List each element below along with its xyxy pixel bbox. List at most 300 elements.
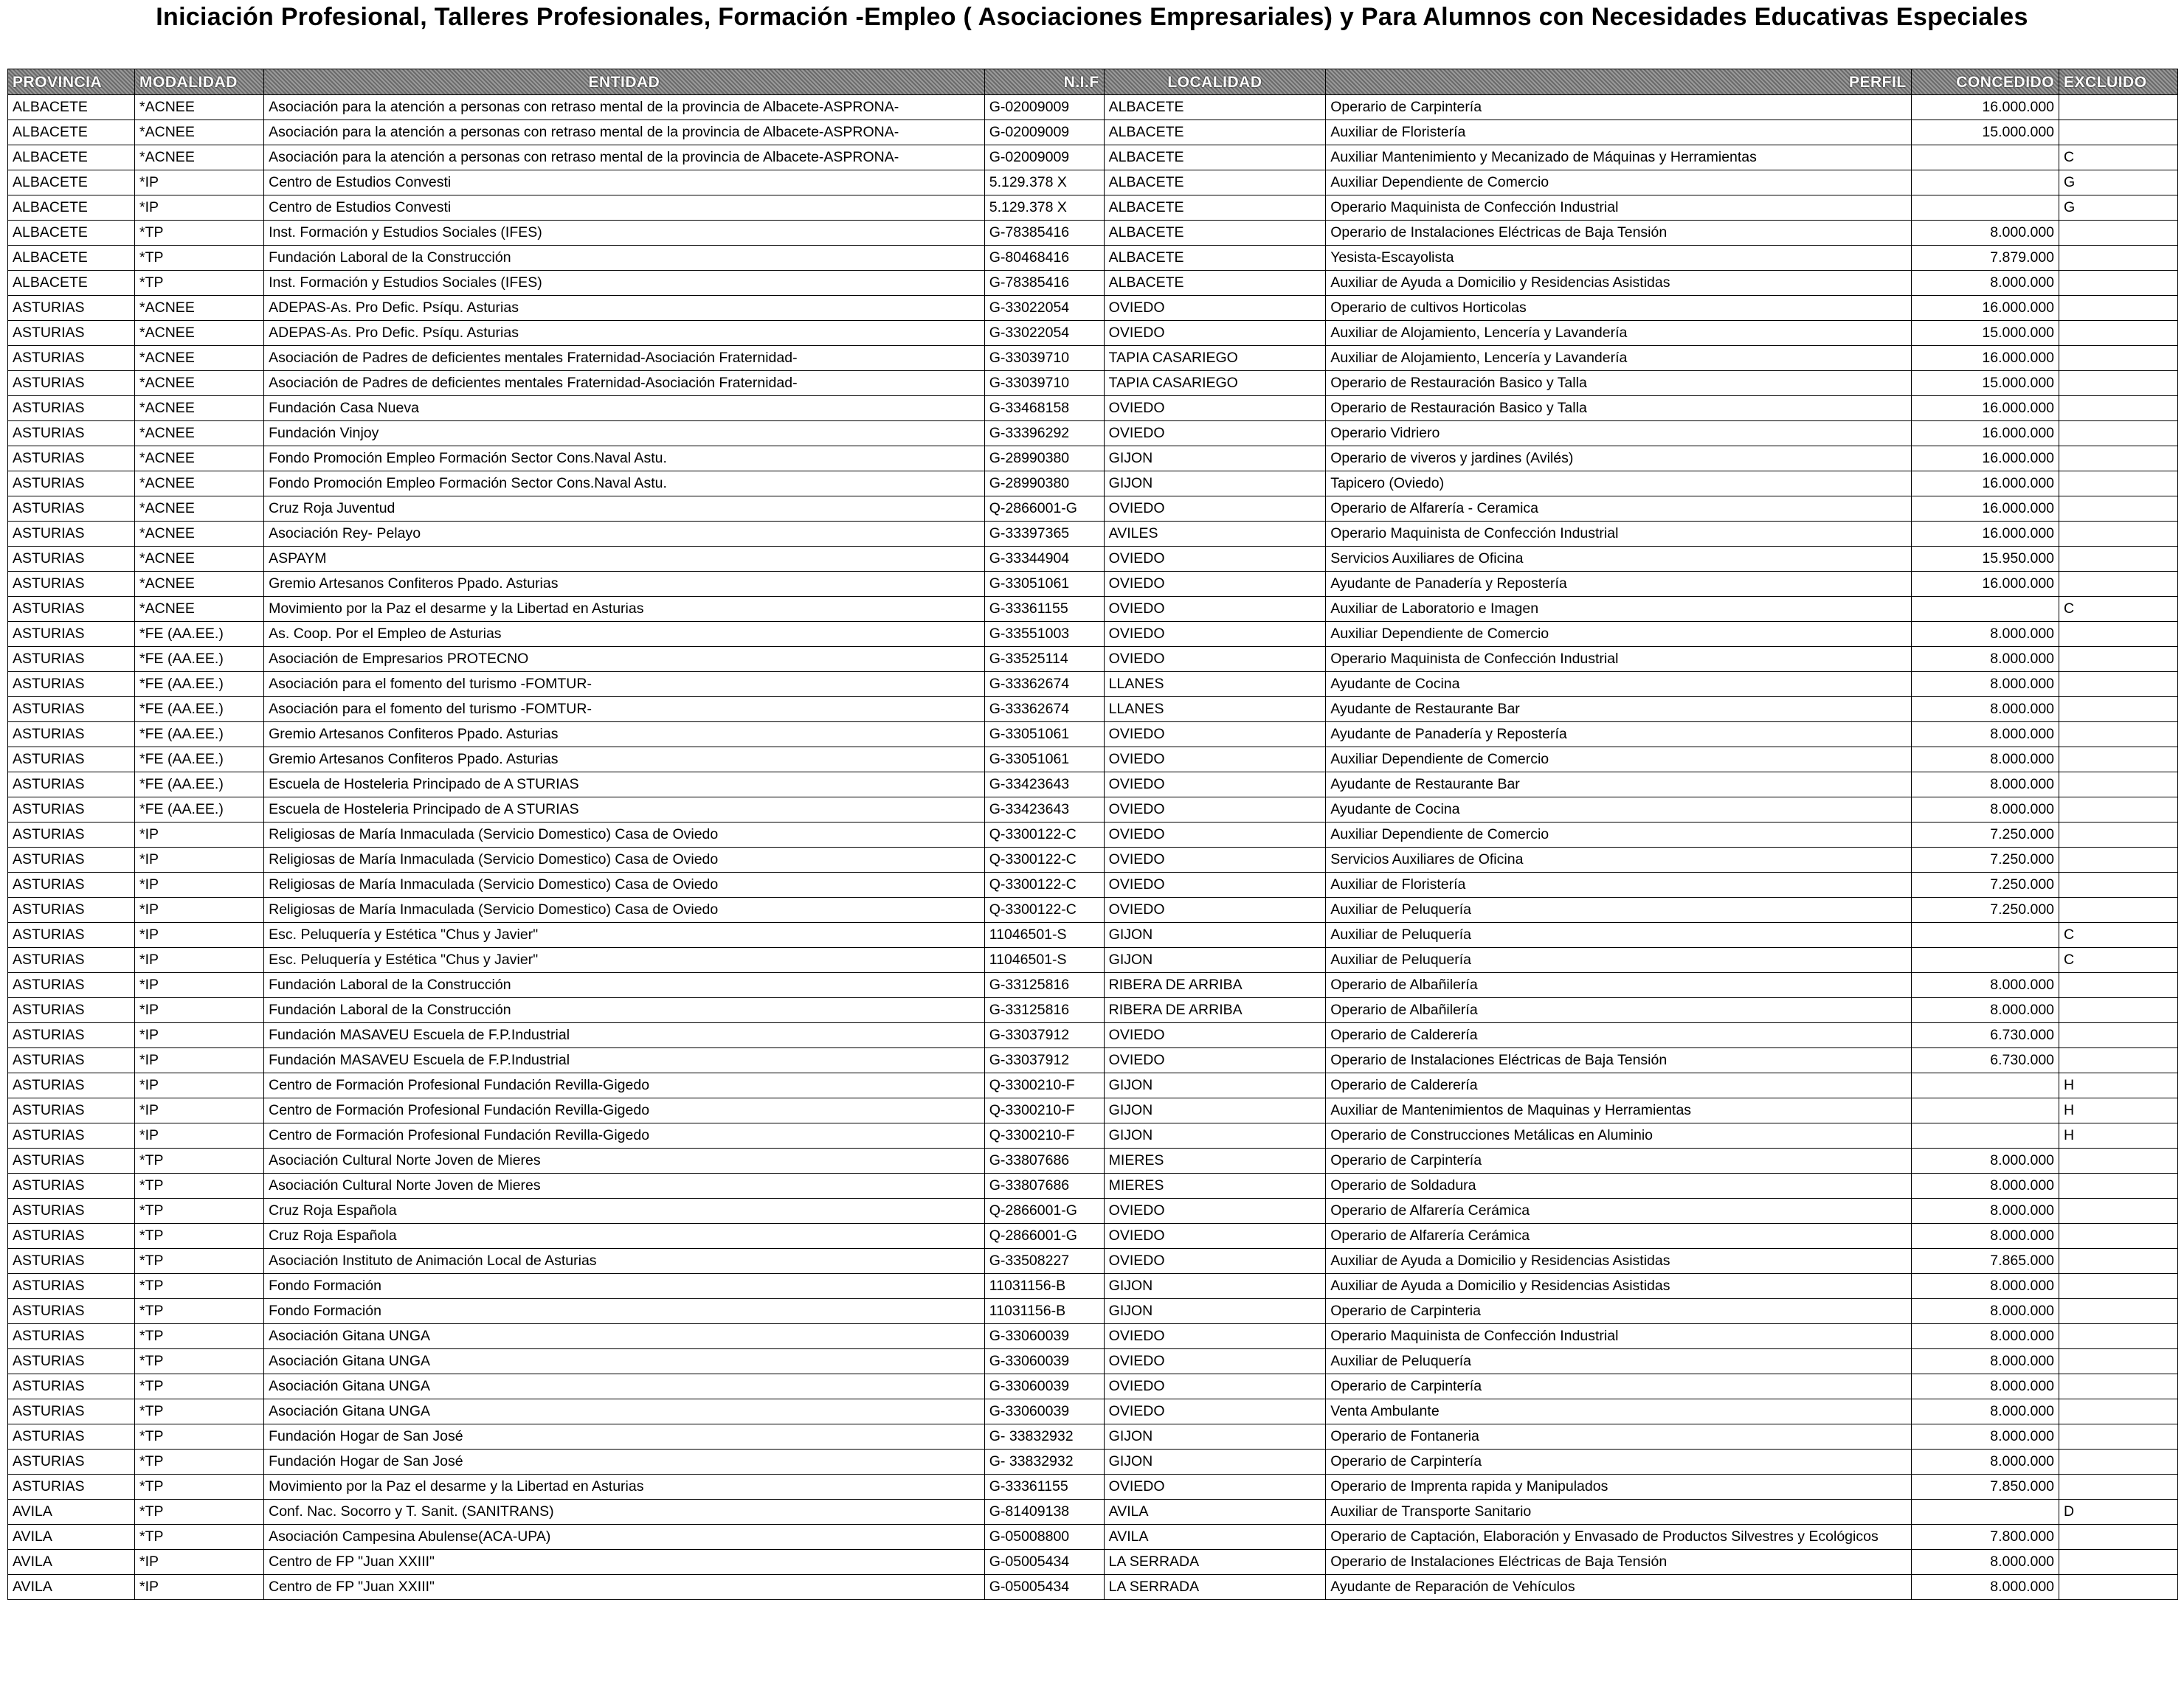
- cell-concedido: 8.000.000: [1911, 1274, 2059, 1299]
- cell-excluido: [2059, 1450, 2178, 1475]
- header-row: [8, 69, 2178, 95]
- cell-concedido: 7.879.000: [1911, 246, 2059, 271]
- header-concedido: CONCEDIDO: [1911, 69, 2059, 95]
- cell-modalidad: *ACNEE: [135, 421, 264, 446]
- cell-modalidad: *FE (AA.EE.): [135, 722, 264, 747]
- cell-provincia: ASTURIAS: [8, 1023, 135, 1048]
- cell-entidad: Fundación Laboral de la Construcción: [264, 246, 985, 271]
- cell-perfil: Auxiliar de Alojamiento, Lencería y Lavandería: [1326, 346, 1911, 371]
- header-modalidad: MODALIDAD: [135, 69, 264, 95]
- cell-perfil: Auxiliar Dependiente de Comercio: [1326, 823, 1911, 848]
- cell-excluido: [2059, 1399, 2178, 1424]
- cell-concedido: 8.000.000: [1911, 1324, 2059, 1349]
- cell-entidad: Centro de Estudios Convesti: [264, 170, 985, 195]
- cell-excluido: [2059, 271, 2178, 296]
- cell-nif: G-33060039: [984, 1349, 1104, 1374]
- cell-excluido: [2059, 396, 2178, 421]
- cell-localidad: ALBACETE: [1104, 195, 1326, 221]
- cell-nif: G-33508227: [984, 1249, 1104, 1274]
- cell-entidad: Asociación de Empresarios PROTECNO: [264, 647, 985, 672]
- cell-concedido: 8.000.000: [1911, 1374, 2059, 1399]
- cell-excluido: [2059, 321, 2178, 346]
- cell-concedido: 7.865.000: [1911, 1249, 2059, 1274]
- cell-nif: G-05005434: [984, 1575, 1104, 1600]
- cell-nif: G-33039710: [984, 371, 1104, 396]
- cell-perfil: Operario de Albañilería: [1326, 973, 1911, 998]
- cell-perfil: Operario de Carpintería: [1326, 1374, 1911, 1399]
- cell-nif: G-33022054: [984, 296, 1104, 321]
- cell-entidad: Cruz Roja Española: [264, 1199, 985, 1224]
- cell-modalidad: *TP: [135, 1299, 264, 1324]
- cell-concedido: 16.000.000: [1911, 296, 2059, 321]
- cell-perfil: Operario de Alfarería - Ceramica: [1326, 496, 1911, 522]
- cell-modalidad: *TP: [135, 1174, 264, 1199]
- cell-perfil: Auxiliar de Floristería: [1326, 120, 1911, 145]
- cell-modalidad: *TP: [135, 1149, 264, 1174]
- cell-modalidad: *TP: [135, 1374, 264, 1399]
- cell-modalidad: *TP: [135, 1324, 264, 1349]
- cell-localidad: OVIEDO: [1104, 396, 1326, 421]
- cell-provincia: AVILA: [8, 1525, 135, 1550]
- cell-perfil: Auxiliar de Peluquería: [1326, 1349, 1911, 1374]
- cell-concedido: 8.000.000: [1911, 1575, 2059, 1600]
- cell-localidad: OVIEDO: [1104, 1023, 1326, 1048]
- cell-concedido: 16.000.000: [1911, 446, 2059, 471]
- table-row: [8, 321, 2178, 346]
- cell-provincia: ASTURIAS: [8, 471, 135, 496]
- table-row: [8, 647, 2178, 672]
- cell-nif: G-02009009: [984, 120, 1104, 145]
- cell-entidad: Fundación Laboral de la Construcción: [264, 973, 985, 998]
- cell-perfil: Auxiliar de Peluquería: [1326, 948, 1911, 973]
- cell-excluido: [2059, 1324, 2178, 1349]
- cell-localidad: ALBACETE: [1104, 221, 1326, 246]
- cell-perfil: Operario de Alfarería Cerámica: [1326, 1224, 1911, 1249]
- cell-nif: G-33344904: [984, 547, 1104, 572]
- cell-concedido: [1911, 1123, 2059, 1149]
- cell-concedido: 7.850.000: [1911, 1475, 2059, 1500]
- cell-perfil: Auxiliar de Peluquería: [1326, 923, 1911, 948]
- table-row: [8, 923, 2178, 948]
- cell-excluido: [2059, 697, 2178, 722]
- cell-concedido: 8.000.000: [1911, 1224, 2059, 1249]
- header-excluido: EXCLUIDO: [2059, 69, 2178, 95]
- cell-concedido: 8.000.000: [1911, 797, 2059, 823]
- cell-perfil: Auxiliar de Peluquería: [1326, 898, 1911, 923]
- cell-provincia: ASTURIAS: [8, 321, 135, 346]
- table-row: [8, 1374, 2178, 1399]
- cell-entidad: ADEPAS-As. Pro Defic. Psíqu. Asturias: [264, 296, 985, 321]
- cell-concedido: 6.730.000: [1911, 1023, 2059, 1048]
- cell-nif: G-33037912: [984, 1048, 1104, 1073]
- table-row: [8, 1123, 2178, 1149]
- cell-perfil: Auxiliar de Alojamiento, Lencería y Lavandería: [1326, 321, 1911, 346]
- cell-provincia: ASTURIAS: [8, 1450, 135, 1475]
- cell-modalidad: *ACNEE: [135, 396, 264, 421]
- cell-excluido: [2059, 1424, 2178, 1450]
- table-row: [8, 271, 2178, 296]
- cell-nif: G-33060039: [984, 1324, 1104, 1349]
- cell-concedido: 7.250.000: [1911, 873, 2059, 898]
- cell-provincia: ASTURIAS: [8, 772, 135, 797]
- cell-provincia: ASTURIAS: [8, 496, 135, 522]
- table-row: [8, 597, 2178, 622]
- cell-concedido: 8.000.000: [1911, 747, 2059, 772]
- cell-modalidad: *IP: [135, 195, 264, 221]
- cell-localidad: OVIEDO: [1104, 1324, 1326, 1349]
- table-row: [8, 471, 2178, 496]
- cell-nif: G-33468158: [984, 396, 1104, 421]
- cell-entidad: Asociación para el fomento del turismo -FOMTUR-: [264, 697, 985, 722]
- table-row: [8, 195, 2178, 221]
- cell-modalidad: *ACNEE: [135, 120, 264, 145]
- cell-excluido: [2059, 622, 2178, 647]
- cell-provincia: ASTURIAS: [8, 421, 135, 446]
- cell-modalidad: *IP: [135, 973, 264, 998]
- header-localidad: LOCALIDAD: [1104, 69, 1326, 95]
- cell-concedido: 8.000.000: [1911, 1199, 2059, 1224]
- cell-entidad: Esc. Peluquería y Estética "Chus y Javier": [264, 923, 985, 948]
- cell-concedido: 16.000.000: [1911, 421, 2059, 446]
- cell-provincia: ASTURIAS: [8, 1098, 135, 1123]
- cell-nif: Q-2866001-G: [984, 496, 1104, 522]
- cell-nif: G-33051061: [984, 722, 1104, 747]
- cell-provincia: ASTURIAS: [8, 797, 135, 823]
- table-row: [8, 170, 2178, 195]
- cell-modalidad: *IP: [135, 848, 264, 873]
- table-row: [8, 95, 2178, 120]
- cell-localidad: OVIEDO: [1104, 873, 1326, 898]
- cell-nif: Q-3300210-F: [984, 1073, 1104, 1098]
- cell-excluido: [2059, 672, 2178, 697]
- table-row: [8, 1399, 2178, 1424]
- cell-concedido: 8.000.000: [1911, 973, 2059, 998]
- cell-modalidad: *TP: [135, 1199, 264, 1224]
- cell-provincia: ASTURIAS: [8, 923, 135, 948]
- cell-provincia: ASTURIAS: [8, 446, 135, 471]
- cell-excluido: H: [2059, 1098, 2178, 1123]
- cell-entidad: Asociación para la atención a personas con retraso mental de la provincia de Albacete-ASPRONA-: [264, 95, 985, 120]
- cell-entidad: Gremio Artesanos Confiteros Ppado. Asturias: [264, 747, 985, 772]
- cell-concedido: 16.000.000: [1911, 95, 2059, 120]
- cell-modalidad: *ACNEE: [135, 446, 264, 471]
- cell-nif: G-33022054: [984, 321, 1104, 346]
- cell-perfil: Servicios Auxiliares de Oficina: [1326, 547, 1911, 572]
- cell-localidad: LLANES: [1104, 672, 1326, 697]
- cell-concedido: [1911, 923, 2059, 948]
- cell-provincia: ASTURIAS: [8, 1274, 135, 1299]
- cell-provincia: ASTURIAS: [8, 647, 135, 672]
- cell-modalidad: *TP: [135, 1349, 264, 1374]
- cell-provincia: ASTURIAS: [8, 597, 135, 622]
- cell-entidad: Fundación MASAVEU Escuela de F.P.Industrial: [264, 1048, 985, 1073]
- cell-provincia: ASTURIAS: [8, 1424, 135, 1450]
- cell-nif: G-02009009: [984, 95, 1104, 120]
- cell-nif: Q-3300210-F: [984, 1098, 1104, 1123]
- table-row: [8, 1224, 2178, 1249]
- cell-perfil: Operario de Calderería: [1326, 1073, 1911, 1098]
- cell-modalidad: *ACNEE: [135, 597, 264, 622]
- cell-provincia: ASTURIAS: [8, 747, 135, 772]
- cell-localidad: LA SERRADA: [1104, 1575, 1326, 1600]
- cell-localidad: OVIEDO: [1104, 1199, 1326, 1224]
- cell-modalidad: *ACNEE: [135, 471, 264, 496]
- cell-perfil: Auxiliar Dependiente de Comercio: [1326, 622, 1911, 647]
- cell-modalidad: *IP: [135, 998, 264, 1023]
- table-row: [8, 873, 2178, 898]
- page-title: Iniciación Profesional, Talleres Profesionales, Formación -Empleo ( Asociaciones Empresariales) y Para Alumnos con Necesidades Educativas Especiales: [156, 3, 2028, 31]
- cell-nif: G-33423643: [984, 797, 1104, 823]
- cell-entidad: Religiosas de María Inmaculada (Servicio Domestico) Casa de Oviedo: [264, 848, 985, 873]
- cell-concedido: [1911, 1500, 2059, 1525]
- cell-perfil: Operario de Soldadura: [1326, 1174, 1911, 1199]
- table-row: [8, 296, 2178, 321]
- header-provincia: PROVINCIA: [8, 69, 135, 95]
- cell-modalidad: *ACNEE: [135, 522, 264, 547]
- cell-modalidad: *FE (AA.EE.): [135, 622, 264, 647]
- cell-localidad: GIJON: [1104, 1450, 1326, 1475]
- cell-modalidad: *ACNEE: [135, 296, 264, 321]
- cell-provincia: ALBACETE: [8, 120, 135, 145]
- cell-entidad: Fundación Hogar de San José: [264, 1450, 985, 1475]
- cell-localidad: AVILES: [1104, 522, 1326, 547]
- cell-perfil: Auxiliar de Ayuda a Domicilio y Residencias Asistidas: [1326, 1249, 1911, 1274]
- cell-localidad: GIJON: [1104, 1299, 1326, 1324]
- cell-excluido: [2059, 572, 2178, 597]
- cell-nif: 11046501-S: [984, 948, 1104, 973]
- table-row: [8, 772, 2178, 797]
- cell-localidad: OVIEDO: [1104, 1249, 1326, 1274]
- cell-excluido: [2059, 797, 2178, 823]
- cell-entidad: Fundación Vinjoy: [264, 421, 985, 446]
- cell-excluido: [2059, 1048, 2178, 1073]
- cell-modalidad: *IP: [135, 170, 264, 195]
- cell-perfil: Auxiliar Dependiente de Comercio: [1326, 170, 1911, 195]
- cell-perfil: Operario de Restauración Basico y Talla: [1326, 396, 1911, 421]
- cell-nif: 11031156-B: [984, 1274, 1104, 1299]
- cell-localidad: OVIEDO: [1104, 321, 1326, 346]
- table-row: [8, 1299, 2178, 1324]
- cell-localidad: OVIEDO: [1104, 1224, 1326, 1249]
- cell-entidad: Inst. Formación y Estudios Sociales (IFES): [264, 271, 985, 296]
- cell-provincia: ASTURIAS: [8, 1149, 135, 1174]
- cell-concedido: 15.000.000: [1911, 371, 2059, 396]
- cell-entidad: Fondo Promoción Empleo Formación Sector Cons.Naval Astu.: [264, 471, 985, 496]
- table-row: [8, 722, 2178, 747]
- cell-perfil: Operario de Instalaciones Eléctricas de Baja Tensión: [1326, 1550, 1911, 1575]
- cell-provincia: ASTURIAS: [8, 1299, 135, 1324]
- table-row: [8, 446, 2178, 471]
- cell-nif: Q-3300210-F: [984, 1123, 1104, 1149]
- cell-concedido: 8.000.000: [1911, 1399, 2059, 1424]
- table-row: [8, 1023, 2178, 1048]
- table-row: [8, 120, 2178, 145]
- cell-perfil: Auxiliar Mantenimiento y Mecanizado de Máquinas y Herramientas: [1326, 145, 1911, 170]
- cell-perfil: Auxiliar Dependiente de Comercio: [1326, 747, 1911, 772]
- cell-excluido: [2059, 1349, 2178, 1374]
- cell-nif: G-33125816: [984, 973, 1104, 998]
- cell-provincia: ALBACETE: [8, 145, 135, 170]
- cell-concedido: 15.000.000: [1911, 120, 2059, 145]
- cell-localidad: MIERES: [1104, 1174, 1326, 1199]
- table-row: [8, 848, 2178, 873]
- cell-modalidad: *TP: [135, 1399, 264, 1424]
- cell-entidad: Fundación Laboral de la Construcción: [264, 998, 985, 1023]
- cell-provincia: ASTURIAS: [8, 1048, 135, 1073]
- cell-concedido: 15.950.000: [1911, 547, 2059, 572]
- cell-excluido: [2059, 1224, 2178, 1249]
- header-perfil: PERFIL: [1326, 69, 1911, 95]
- cell-modalidad: *FE (AA.EE.): [135, 797, 264, 823]
- cell-concedido: 8.000.000: [1911, 221, 2059, 246]
- cell-concedido: 8.000.000: [1911, 722, 2059, 747]
- cell-provincia: ASTURIAS: [8, 1399, 135, 1424]
- table-body: [8, 95, 2178, 1600]
- table-row: [8, 1424, 2178, 1450]
- cell-provincia: ASTURIAS: [8, 1249, 135, 1274]
- cell-excluido: C: [2059, 923, 2178, 948]
- cell-nif: G-05008800: [984, 1525, 1104, 1550]
- cell-entidad: Asociación Rey- Pelayo: [264, 522, 985, 547]
- cell-modalidad: *ACNEE: [135, 145, 264, 170]
- cell-modalidad: *ACNEE: [135, 496, 264, 522]
- cell-excluido: [2059, 1475, 2178, 1500]
- cell-nif: G-33125816: [984, 998, 1104, 1023]
- cell-localidad: GIJON: [1104, 923, 1326, 948]
- cell-provincia: ASTURIAS: [8, 1123, 135, 1149]
- table-row: [8, 823, 2178, 848]
- cell-excluido: [2059, 1374, 2178, 1399]
- cell-localidad: OVIEDO: [1104, 1349, 1326, 1374]
- cell-provincia: ALBACETE: [8, 95, 135, 120]
- cell-perfil: Operario de Imprenta rapida y Manipulados: [1326, 1475, 1911, 1500]
- cell-excluido: [2059, 973, 2178, 998]
- cell-nif: G-33060039: [984, 1374, 1104, 1399]
- cell-entidad: Asociación para el fomento del turismo -FOMTUR-: [264, 672, 985, 697]
- cell-perfil: Venta Ambulante: [1326, 1399, 1911, 1424]
- cell-perfil: Operario de Carpinteria: [1326, 1299, 1911, 1324]
- cell-perfil: Tapicero (Oviedo): [1326, 471, 1911, 496]
- cell-entidad: Fundación Hogar de San José: [264, 1424, 985, 1450]
- table-row: [8, 421, 2178, 446]
- cell-entidad: Fondo Formación: [264, 1299, 985, 1324]
- cell-entidad: Centro de FP "Juan XXIII": [264, 1550, 985, 1575]
- cell-nif: G-28990380: [984, 471, 1104, 496]
- cell-modalidad: *ACNEE: [135, 572, 264, 597]
- cell-modalidad: *IP: [135, 873, 264, 898]
- cell-modalidad: *ACNEE: [135, 95, 264, 120]
- cell-provincia: AVILA: [8, 1575, 135, 1600]
- cell-entidad: Esc. Peluquería y Estética "Chus y Javier": [264, 948, 985, 973]
- cell-excluido: [2059, 1274, 2178, 1299]
- cell-concedido: 8.000.000: [1911, 647, 2059, 672]
- cell-provincia: ALBACETE: [8, 195, 135, 221]
- cell-localidad: RIBERA DE ARRIBA: [1104, 998, 1326, 1023]
- cell-localidad: OVIEDO: [1104, 547, 1326, 572]
- cell-entidad: Escuela de Hosteleria Principado de A STURIAS: [264, 797, 985, 823]
- table-row: [8, 1249, 2178, 1274]
- cell-excluido: [2059, 998, 2178, 1023]
- cell-perfil: Operario de Alfarería Cerámica: [1326, 1199, 1911, 1224]
- cell-concedido: 8.000.000: [1911, 672, 2059, 697]
- cell-entidad: Religiosas de María Inmaculada (Servicio Domestico) Casa de Oviedo: [264, 873, 985, 898]
- cell-perfil: Ayudante de Panadería y Repostería: [1326, 572, 1911, 597]
- cell-provincia: ASTURIAS: [8, 522, 135, 547]
- cell-perfil: Ayudante de Cocina: [1326, 672, 1911, 697]
- cell-perfil: Ayudante de Restaurante Bar: [1326, 697, 1911, 722]
- cell-modalidad: *TP: [135, 1224, 264, 1249]
- cell-nif: G- 33832932: [984, 1424, 1104, 1450]
- cell-concedido: 8.000.000: [1911, 622, 2059, 647]
- cell-localidad: LA SERRADA: [1104, 1550, 1326, 1575]
- cell-concedido: [1911, 145, 2059, 170]
- cell-localidad: GIJON: [1104, 446, 1326, 471]
- cell-provincia: ALBACETE: [8, 170, 135, 195]
- cell-perfil: Auxiliar de Mantenimientos de Maquinas y Herramientas: [1326, 1098, 1911, 1123]
- cell-modalidad: *ACNEE: [135, 321, 264, 346]
- cell-nif: G-28990380: [984, 446, 1104, 471]
- cell-provincia: ASTURIAS: [8, 973, 135, 998]
- cell-nif: G-33807686: [984, 1174, 1104, 1199]
- cell-concedido: 16.000.000: [1911, 396, 2059, 421]
- cell-concedido: [1911, 948, 2059, 973]
- cell-excluido: [2059, 772, 2178, 797]
- cell-excluido: H: [2059, 1073, 2178, 1098]
- cell-excluido: [2059, 496, 2178, 522]
- cell-modalidad: *IP: [135, 898, 264, 923]
- cell-perfil: Operario Maquinista de Confección Industrial: [1326, 195, 1911, 221]
- table-row: [8, 371, 2178, 396]
- cell-modalidad: *IP: [135, 1123, 264, 1149]
- header-entidad: ENTIDAD: [264, 69, 985, 95]
- cell-provincia: ASTURIAS: [8, 1349, 135, 1374]
- table-row: [8, 1550, 2178, 1575]
- cell-entidad: Asociación de Padres de deficientes mentales Fraternidad-Asociación Fraternidad-: [264, 346, 985, 371]
- cell-entidad: Centro de Formación Profesional Fundación Revilla-Gigedo: [264, 1098, 985, 1123]
- cell-localidad: OVIEDO: [1104, 496, 1326, 522]
- cell-localidad: ALBACETE: [1104, 246, 1326, 271]
- cell-entidad: Asociación Instituto de Animación Local de Asturias: [264, 1249, 985, 1274]
- table-row: [8, 496, 2178, 522]
- cell-excluido: [2059, 1525, 2178, 1550]
- cell-provincia: ASTURIAS: [8, 371, 135, 396]
- cell-entidad: Asociación Gitana UNGA: [264, 1374, 985, 1399]
- cell-entidad: Centro de Estudios Convesti: [264, 195, 985, 221]
- table-row: [8, 1349, 2178, 1374]
- cell-modalidad: *TP: [135, 246, 264, 271]
- cell-concedido: 16.000.000: [1911, 522, 2059, 547]
- cell-provincia: ASTURIAS: [8, 1073, 135, 1098]
- cell-nif: G-33051061: [984, 747, 1104, 772]
- cell-perfil: Auxiliar de Floristería: [1326, 873, 1911, 898]
- cell-localidad: OVIEDO: [1104, 1475, 1326, 1500]
- cell-localidad: AVILA: [1104, 1525, 1326, 1550]
- cell-entidad: Cruz Roja Española: [264, 1224, 985, 1249]
- cell-localidad: GIJON: [1104, 1123, 1326, 1149]
- cell-entidad: Movimiento por la Paz el desarme y la Libertad en Asturias: [264, 1475, 985, 1500]
- cell-perfil: Operario Vidriero: [1326, 421, 1911, 446]
- table-row: [8, 697, 2178, 722]
- cell-nif: 5.129.378 X: [984, 195, 1104, 221]
- cell-entidad: Gremio Artesanos Confiteros Ppado. Asturias: [264, 722, 985, 747]
- table-row: [8, 1475, 2178, 1500]
- cell-localidad: ALBACETE: [1104, 145, 1326, 170]
- table-row: [8, 1450, 2178, 1475]
- cell-concedido: 16.000.000: [1911, 572, 2059, 597]
- cell-perfil: Operario Maquinista de Confección Industrial: [1326, 522, 1911, 547]
- cell-excluido: [2059, 1174, 2178, 1199]
- cell-perfil: Servicios Auxiliares de Oficina: [1326, 848, 1911, 873]
